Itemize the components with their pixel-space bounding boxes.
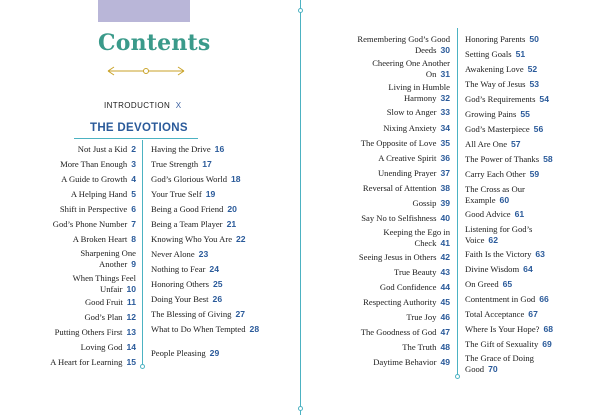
toc-entry[interactable]: Nixing Anxiety 34 bbox=[383, 123, 450, 133]
toc-entry[interactable]: God’s Glorious World 18 bbox=[151, 174, 241, 184]
toc-entry[interactable]: Being a Team Player 21 bbox=[151, 219, 237, 229]
section-underline bbox=[74, 138, 198, 139]
toc-entry[interactable]: God Confidence 44 bbox=[379, 282, 450, 292]
toc-entry[interactable]: Doing Your Best 26 bbox=[151, 294, 223, 304]
toc-entry[interactable]: Shift in Perspective 6 bbox=[59, 204, 136, 214]
toc-entry[interactable]: Slow to Anger 33 bbox=[386, 107, 450, 117]
toc-entry[interactable]: Respecting Authority 45 bbox=[363, 297, 450, 307]
toc-entry[interactable]: Nothing to Fear 24 bbox=[151, 264, 219, 274]
toc-entry[interactable]: More Than Enough 3 bbox=[60, 159, 136, 169]
toc-entry[interactable]: A Creative Spirit 36 bbox=[378, 153, 450, 163]
column-divider-left bbox=[142, 140, 143, 368]
toc-entry[interactable]: Remembering God’s Good Deeds 30 bbox=[357, 34, 450, 55]
toc-entry[interactable]: Gossip 39 bbox=[412, 198, 450, 208]
toc-entry[interactable]: Where Is Your Hope? 68 bbox=[465, 324, 554, 334]
toc-entry[interactable]: A Broken Heart 8 bbox=[72, 234, 136, 244]
toc-entry[interactable]: True Beauty 43 bbox=[394, 267, 450, 277]
toc-entry[interactable]: Sharpening One Another 9 bbox=[80, 248, 136, 269]
divider-end-dot bbox=[455, 374, 460, 379]
toc-entry[interactable]: The Gift of Sexuality 69 bbox=[465, 339, 552, 349]
toc-entry[interactable]: Growing Pains 55 bbox=[465, 109, 530, 119]
page-title: Contents bbox=[98, 30, 211, 56]
divider-end-dot bbox=[140, 364, 145, 369]
toc-entry[interactable]: A Guide to Growth 4 bbox=[61, 174, 136, 184]
toc-entry[interactable]: The Cross as Our Example 60 bbox=[465, 184, 525, 205]
toc-entry[interactable]: The Grace of Doing Good 70 bbox=[465, 353, 534, 374]
toc-entry[interactable]: The Blessing of Giving 27 bbox=[151, 309, 246, 319]
toc-entry[interactable]: When Things Feel Unfair 10 bbox=[72, 273, 136, 294]
divider-end-dot bbox=[298, 8, 303, 13]
toc-entry[interactable]: The Way of Jesus 53 bbox=[465, 79, 540, 89]
introduction-label: INTRODUCTION bbox=[104, 101, 171, 110]
introduction-entry[interactable] bbox=[104, 101, 182, 110]
toc-entry[interactable]: Daytime Behavior 49 bbox=[373, 357, 450, 367]
column-divider-right bbox=[457, 28, 458, 378]
toc-entry[interactable]: Listening for God’s Voice 62 bbox=[465, 224, 533, 245]
toc-entry[interactable]: All Are One 57 bbox=[465, 139, 521, 149]
toc-entry[interactable]: Awakening Love 52 bbox=[465, 64, 538, 74]
toc-entry[interactable]: Say No to Selfishness 40 bbox=[361, 213, 450, 223]
toc-entry[interactable]: Good Fruit 11 bbox=[84, 297, 136, 307]
section-heading: THE DEVOTIONS bbox=[90, 122, 188, 134]
header-tab bbox=[98, 0, 190, 22]
toc-entry[interactable]: God’s Masterpiece 56 bbox=[465, 124, 544, 134]
toc-entry[interactable]: Cheering One Another On 31 bbox=[372, 58, 450, 79]
toc-entry[interactable]: Not Just a Kid 2 bbox=[77, 144, 136, 154]
toc-entry[interactable]: Good Advice 61 bbox=[465, 209, 525, 219]
toc-entry[interactable]: Seeing Jesus in Others 42 bbox=[358, 252, 450, 262]
toc-entry[interactable]: Never Alone 23 bbox=[151, 249, 209, 259]
toc-column-4 bbox=[465, 34, 595, 379]
toc-entry[interactable]: Putting Others First 13 bbox=[54, 327, 136, 337]
introduction-page: X bbox=[175, 101, 182, 110]
toc-entry[interactable]: A Heart for Learning 15 bbox=[50, 357, 136, 367]
toc-entry[interactable]: Reversal of Attention 38 bbox=[362, 183, 450, 193]
toc-entry[interactable]: The Opposite of Love 35 bbox=[360, 138, 450, 148]
toc-entry[interactable]: The Goodness of God 47 bbox=[360, 327, 450, 337]
toc-entry[interactable]: Being a Good Friend 20 bbox=[151, 204, 237, 214]
toc-entry[interactable]: Loving God 14 bbox=[80, 342, 136, 352]
toc-entry[interactable]: Your True Self 19 bbox=[151, 189, 216, 199]
toc-entry[interactable]: The Truth 48 bbox=[402, 342, 450, 352]
toc-entry[interactable]: Knowing Who You Are 22 bbox=[151, 234, 246, 244]
toc-entry[interactable]: God’s Plan 12 bbox=[84, 312, 136, 322]
toc-entry[interactable]: The Power of Thanks 58 bbox=[465, 154, 553, 164]
toc-entry[interactable]: Unending Prayer 37 bbox=[377, 168, 450, 178]
toc-column-1 bbox=[20, 144, 136, 374]
toc-entry[interactable]: God’s Phone Number 7 bbox=[52, 219, 136, 229]
toc-entry[interactable]: Contentment in God 66 bbox=[465, 294, 549, 304]
toc-entry[interactable]: Honoring Parents 50 bbox=[465, 34, 539, 44]
toc-entry[interactable]: On Greed 65 bbox=[465, 279, 513, 289]
column-divider-center bbox=[300, 0, 301, 415]
toc-entry[interactable]: Honoring Others 25 bbox=[151, 279, 223, 289]
toc-column-3 bbox=[305, 34, 450, 374]
toc-entry[interactable]: Keeping the Ego in Check 41 bbox=[383, 227, 450, 248]
toc-entry[interactable]: True Joy 46 bbox=[406, 312, 450, 322]
toc-entry[interactable]: Setting Goals 51 bbox=[465, 49, 526, 59]
toc-entry[interactable]: Faith Is the Victory 63 bbox=[465, 249, 545, 259]
toc-entry[interactable]: God’s Requirements 54 bbox=[465, 94, 549, 104]
toc-entry[interactable]: Total Acceptance 67 bbox=[465, 309, 538, 319]
title-ornament bbox=[106, 64, 186, 78]
toc-entry[interactable]: Carry Each Other 59 bbox=[465, 169, 540, 179]
toc-entry[interactable]: Living in Humble Harmony 32 bbox=[388, 82, 450, 103]
toc-entry[interactable]: True Strength 17 bbox=[151, 159, 212, 169]
toc-column-2 bbox=[151, 144, 291, 374]
toc-entry[interactable]: Having the Drive 16 bbox=[151, 144, 225, 154]
divider-end-dot bbox=[298, 406, 303, 411]
toc-entry[interactable]: A Helping Hand 5 bbox=[70, 189, 136, 199]
toc-entry[interactable]: Divine Wisdom 64 bbox=[465, 264, 533, 274]
toc-entry[interactable]: People Pleasing 29 bbox=[151, 348, 220, 358]
toc-entry[interactable]: What to Do When Tempted 28 bbox=[151, 324, 260, 334]
